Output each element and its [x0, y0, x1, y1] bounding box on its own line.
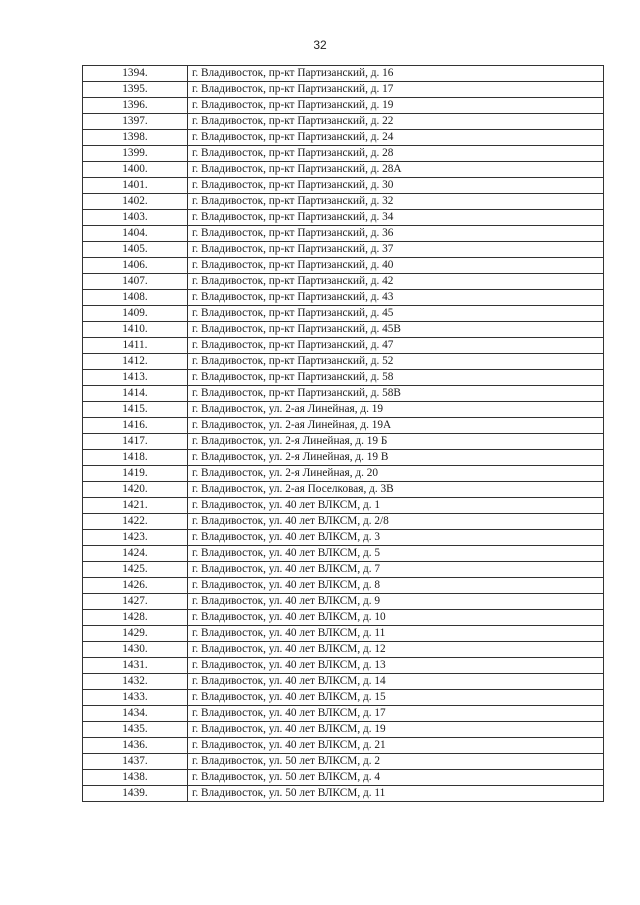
- table-row: [83, 146, 604, 162]
- row-number-cell: 1415.: [83, 402, 188, 418]
- address-cell: г. Владивосток, пр-кт Партизанский, д. 47: [188, 338, 604, 354]
- address-cell: г. Владивосток, ул. 2-ая Поселковая, д. 3В: [188, 482, 604, 498]
- address-cell: г. Владивосток, пр-кт Партизанский, д. 37: [188, 242, 604, 258]
- table-row: [83, 354, 604, 370]
- address-cell: г. Владивосток, ул. 2-ая Линейная, д. 19А: [188, 418, 604, 434]
- address-cell: г. Владивосток, пр-кт Партизанский, д. 42: [188, 274, 604, 290]
- row-number-cell: 1417.: [83, 434, 188, 450]
- address-cell: г. Владивосток, ул. 40 лет ВЛКСМ, д. 1: [188, 498, 604, 514]
- address-cell: г. Владивосток, пр-кт Партизанский, д. 36: [188, 226, 604, 242]
- row-number-cell: 1400.: [83, 162, 188, 178]
- table-row: [83, 82, 604, 98]
- address-cell: г. Владивосток, ул. 2-я Линейная, д. 20: [188, 466, 604, 482]
- table-row: [83, 770, 604, 786]
- address-cell: г. Владивосток, ул. 2-ая Линейная, д. 19: [188, 402, 604, 418]
- address-cell: г. Владивосток, ул. 40 лет ВЛКСМ, д. 3: [188, 530, 604, 546]
- table-row: [83, 706, 604, 722]
- address-cell: г. Владивосток, пр-кт Партизанский, д. 22: [188, 114, 604, 130]
- row-number-cell: 1427.: [83, 594, 188, 610]
- row-number-cell: 1412.: [83, 354, 188, 370]
- row-number-cell: 1434.: [83, 706, 188, 722]
- table-row: [83, 594, 604, 610]
- address-cell: г. Владивосток, пр-кт Партизанский, д. 16: [188, 66, 604, 82]
- row-number-cell: 1418.: [83, 450, 188, 466]
- address-cell: г. Владивосток, ул. 40 лет ВЛКСМ, д. 11: [188, 626, 604, 642]
- table-row: [83, 322, 604, 338]
- row-number-cell: 1403.: [83, 210, 188, 226]
- address-table: [82, 65, 604, 802]
- row-number-cell: 1437.: [83, 754, 188, 770]
- address-cell: г. Владивосток, ул. 2-я Линейная, д. 19 Б: [188, 434, 604, 450]
- row-number-cell: 1430.: [83, 642, 188, 658]
- address-cell: г. Владивосток, ул. 50 лет ВЛКСМ, д. 11: [188, 786, 604, 802]
- table-row: [83, 450, 604, 466]
- table-row: [83, 274, 604, 290]
- table-row: [83, 386, 604, 402]
- table-row: [83, 258, 604, 274]
- address-cell: г. Владивосток, пр-кт Партизанский, д. 24: [188, 130, 604, 146]
- row-number-cell: 1431.: [83, 658, 188, 674]
- row-number-cell: 1395.: [83, 82, 188, 98]
- address-cell: г. Владивосток, ул. 2-я Линейная, д. 19 В: [188, 450, 604, 466]
- table-row: [83, 242, 604, 258]
- row-number-cell: 1407.: [83, 274, 188, 290]
- table-row: [83, 434, 604, 450]
- row-number-cell: 1428.: [83, 610, 188, 626]
- address-cell: г. Владивосток, ул. 40 лет ВЛКСМ, д. 5: [188, 546, 604, 562]
- address-cell: г. Владивосток, ул. 40 лет ВЛКСМ, д. 19: [188, 722, 604, 738]
- table-row: [83, 562, 604, 578]
- address-cell: г. Владивосток, ул. 50 лет ВЛКСМ, д. 4: [188, 770, 604, 786]
- address-cell: г. Владивосток, ул. 40 лет ВЛКСМ, д. 21: [188, 738, 604, 754]
- table-row: [83, 514, 604, 530]
- table-row: [83, 498, 604, 514]
- address-cell: г. Владивосток, ул. 40 лет ВЛКСМ, д. 15: [188, 690, 604, 706]
- table-row: [83, 178, 604, 194]
- address-cell: г. Владивосток, пр-кт Партизанский, д. 30: [188, 178, 604, 194]
- address-cell: г. Владивосток, пр-кт Партизанский, д. 32: [188, 194, 604, 210]
- address-cell: г. Владивосток, ул. 40 лет ВЛКСМ, д. 14: [188, 674, 604, 690]
- address-cell: г. Владивосток, пр-кт Партизанский, д. 58: [188, 370, 604, 386]
- row-number-cell: 1419.: [83, 466, 188, 482]
- page-number: 32: [313, 38, 327, 52]
- address-cell: г. Владивосток, пр-кт Партизанский, д. 40: [188, 258, 604, 274]
- row-number-cell: 1394.: [83, 66, 188, 82]
- address-cell: г. Владивосток, пр-кт Партизанский, д. 45В: [188, 322, 604, 338]
- row-number-cell: 1438.: [83, 770, 188, 786]
- table-row: [83, 786, 604, 802]
- table-row: [83, 738, 604, 754]
- row-number-cell: 1433.: [83, 690, 188, 706]
- table-row: [83, 722, 604, 738]
- address-cell: г. Владивосток, ул. 40 лет ВЛКСМ, д. 13: [188, 658, 604, 674]
- table-row: [83, 290, 604, 306]
- table-row: [83, 482, 604, 498]
- address-cell: г. Владивосток, пр-кт Партизанский, д. 28: [188, 146, 604, 162]
- table-row: [83, 306, 604, 322]
- row-number-cell: 1411.: [83, 338, 188, 354]
- row-number-cell: 1414.: [83, 386, 188, 402]
- address-cell: г. Владивосток, ул. 50 лет ВЛКСМ, д. 2: [188, 754, 604, 770]
- address-cell: г. Владивосток, ул. 40 лет ВЛКСМ, д. 12: [188, 642, 604, 658]
- row-number-cell: 1398.: [83, 130, 188, 146]
- row-number-cell: 1409.: [83, 306, 188, 322]
- address-cell: г. Владивосток, ул. 40 лет ВЛКСМ, д. 2/8: [188, 514, 604, 530]
- table-row: [83, 66, 604, 82]
- table-row: [83, 610, 604, 626]
- table-row: [83, 194, 604, 210]
- row-number-cell: 1404.: [83, 226, 188, 242]
- row-number-cell: 1423.: [83, 530, 188, 546]
- row-number-cell: 1416.: [83, 418, 188, 434]
- row-number-cell: 1397.: [83, 114, 188, 130]
- row-number-cell: 1425.: [83, 562, 188, 578]
- table-row: [83, 98, 604, 114]
- address-cell: г. Владивосток, ул. 40 лет ВЛКСМ, д. 8: [188, 578, 604, 594]
- table-row: [83, 402, 604, 418]
- table-row: [83, 162, 604, 178]
- table-row: [83, 418, 604, 434]
- address-cell: г. Владивосток, пр-кт Партизанский, д. 58В: [188, 386, 604, 402]
- row-number-cell: 1422.: [83, 514, 188, 530]
- address-cell: г. Владивосток, ул. 40 лет ВЛКСМ, д. 9: [188, 594, 604, 610]
- row-number-cell: 1408.: [83, 290, 188, 306]
- row-number-cell: 1435.: [83, 722, 188, 738]
- table-row: [83, 210, 604, 226]
- address-cell: г. Владивосток, пр-кт Партизанский, д. 45: [188, 306, 604, 322]
- table-row: [83, 370, 604, 386]
- table-row: [83, 578, 604, 594]
- row-number-cell: 1439.: [83, 786, 188, 802]
- address-cell: г. Владивосток, пр-кт Партизанский, д. 28А: [188, 162, 604, 178]
- table-row: [83, 466, 604, 482]
- address-cell: г. Владивосток, пр-кт Партизанский, д. 34: [188, 210, 604, 226]
- row-number-cell: 1421.: [83, 498, 188, 514]
- row-number-cell: 1399.: [83, 146, 188, 162]
- row-number-cell: 1405.: [83, 242, 188, 258]
- table-row: [83, 658, 604, 674]
- address-cell: г. Владивосток, пр-кт Партизанский, д. 19: [188, 98, 604, 114]
- row-number-cell: 1426.: [83, 578, 188, 594]
- table-row: [83, 114, 604, 130]
- table-row: [83, 226, 604, 242]
- table-row: [83, 690, 604, 706]
- table-row: [83, 530, 604, 546]
- address-cell: г. Владивосток, пр-кт Партизанский, д. 17: [188, 82, 604, 98]
- row-number-cell: 1402.: [83, 194, 188, 210]
- address-cell: г. Владивосток, ул. 40 лет ВЛКСМ, д. 17: [188, 706, 604, 722]
- row-number-cell: 1396.: [83, 98, 188, 114]
- row-number-cell: 1406.: [83, 258, 188, 274]
- row-number-cell: 1436.: [83, 738, 188, 754]
- row-number-cell: 1420.: [83, 482, 188, 498]
- table-row: [83, 130, 604, 146]
- address-cell: г. Владивосток, пр-кт Партизанский, д. 43: [188, 290, 604, 306]
- address-cell: г. Владивосток, пр-кт Партизанский, д. 52: [188, 354, 604, 370]
- table-row: [83, 642, 604, 658]
- address-cell: г. Владивосток, ул. 40 лет ВЛКСМ, д. 10: [188, 610, 604, 626]
- table-row: [83, 338, 604, 354]
- table-row: [83, 546, 604, 562]
- address-cell: г. Владивосток, ул. 40 лет ВЛКСМ, д. 7: [188, 562, 604, 578]
- row-number-cell: 1410.: [83, 322, 188, 338]
- table-row: [83, 626, 604, 642]
- table-body: [83, 66, 604, 802]
- row-number-cell: 1401.: [83, 178, 188, 194]
- row-number-cell: 1429.: [83, 626, 188, 642]
- table-row: [83, 674, 604, 690]
- table-row: [83, 754, 604, 770]
- row-number-cell: 1424.: [83, 546, 188, 562]
- row-number-cell: 1432.: [83, 674, 188, 690]
- row-number-cell: 1413.: [83, 370, 188, 386]
